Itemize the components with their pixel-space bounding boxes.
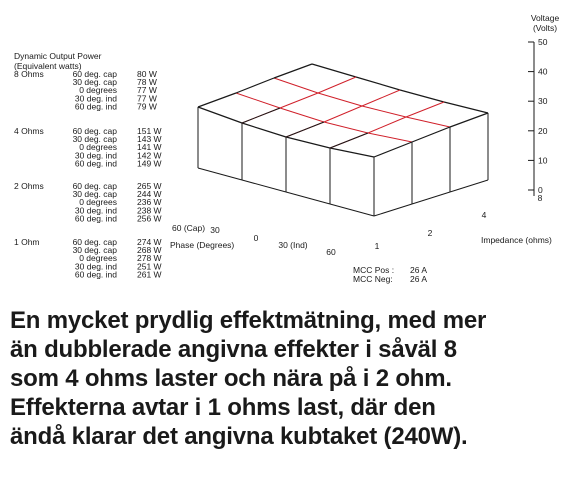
- caption-line-1: En mycket prydlig effektmätning, med mer: [10, 307, 487, 334]
- surface-line: [198, 107, 242, 123]
- surface-line: [236, 78, 274, 93]
- power-value: 238 W: [137, 205, 162, 216]
- surface-line: [324, 106, 362, 122]
- power-value: 77 W: [137, 85, 157, 96]
- surface-line: [318, 77, 356, 93]
- caption-line-4: Effekterna avtar i 1 ohms last, där den: [10, 394, 436, 421]
- phase-axis-label: Phase (Degrees): [170, 240, 235, 250]
- phase-tick-label: 60: [326, 247, 336, 257]
- surface-line: [274, 64, 312, 78]
- surface-line: [362, 106, 406, 117]
- mcc-label: MCC Pos :: [353, 265, 395, 275]
- power-value: 274 W: [137, 237, 162, 247]
- phase-label: 30 deg. cap: [72, 134, 117, 145]
- caption-text: [10, 306, 580, 451]
- table-subtitle: (Equivalent watts): [14, 61, 82, 71]
- surface-line: [400, 90, 444, 102]
- phase-tick-label: 0: [253, 233, 259, 243]
- power-value: 142 W: [137, 150, 162, 161]
- surface-line: [362, 90, 400, 106]
- power-value: 77 W: [137, 93, 157, 104]
- surface-line: [312, 64, 356, 77]
- surface-line: [356, 77, 400, 90]
- voltage-tick-label: 30: [538, 96, 548, 107]
- power-value: 143 W: [137, 134, 162, 145]
- front-base-line: [330, 204, 374, 216]
- impedance-tick-label: 2: [427, 228, 433, 238]
- caption-line-5: ändå klarar det angivna kubtaket (240W).: [10, 423, 468, 450]
- ridge-line: [242, 108, 280, 123]
- ridge-line: [330, 133, 368, 148]
- surface-line: [318, 93, 362, 106]
- phase-label: 60 deg. ind: [74, 101, 117, 112]
- surface-line: [274, 78, 318, 93]
- impedance-axis-label: Impedance (ohms): [481, 235, 552, 245]
- phase-tick-label: 60 (Cap): [172, 223, 206, 233]
- phase-label: 60 deg. cap: [72, 181, 117, 191]
- phase-tick-label: 30 (Ind): [278, 240, 308, 250]
- power-value: 80 W: [137, 69, 157, 79]
- voltage-tick-label: 50: [538, 37, 548, 47]
- phase-label: 30 deg. ind: [74, 205, 117, 216]
- voltage-tick-label: 40: [538, 66, 548, 77]
- power-value: 236 W: [137, 197, 162, 208]
- voltage-tick-label: 20: [538, 125, 548, 136]
- surface-line: [324, 122, 368, 133]
- phase-label: 0 degrees: [79, 253, 117, 264]
- mcc-value: 26 A: [410, 274, 428, 284]
- voltage-axis-label: (Volts): [532, 23, 558, 33]
- mcc-label: MCC Neg:: [353, 274, 393, 284]
- side-base-line: [374, 204, 412, 216]
- power-value: 256 W: [137, 213, 162, 224]
- voltage-tick-label: 0: [538, 185, 543, 195]
- phase-label: 0 degrees: [79, 197, 117, 208]
- surface-line: [242, 123, 286, 137]
- caption-line-3: som 4 ohms laster och nära på i 2 ohm.: [10, 365, 452, 392]
- phase-label: 60 deg. cap: [72, 69, 117, 79]
- phase-label: 60 deg. ind: [74, 269, 117, 280]
- phase-label: 0 degrees: [79, 85, 117, 96]
- phase-label: 0 degrees: [79, 142, 117, 153]
- voltage-axis-label: Voltage: [530, 13, 560, 23]
- surface-line: [280, 93, 318, 108]
- phase-label: 60 deg. ind: [74, 158, 117, 169]
- surface-line: [236, 93, 280, 108]
- power-value: 268 W: [137, 245, 162, 256]
- voltage-tick-label: 10: [538, 155, 548, 166]
- phase-label: 30 deg. cap: [72, 189, 117, 200]
- front-base-line: [286, 192, 330, 204]
- power-value: 244 W: [137, 189, 162, 200]
- phase-label: 60 deg. ind: [74, 213, 117, 224]
- power-value: 278 W: [137, 253, 162, 264]
- power-value: 261 W: [137, 269, 162, 280]
- power-value: 79 W: [137, 101, 157, 112]
- power-value: 151 W: [137, 126, 162, 136]
- surface-line: [374, 142, 412, 157]
- power-value: 78 W: [137, 77, 157, 88]
- impedance-tick-label: 1: [374, 241, 380, 251]
- power-value: 149 W: [137, 158, 162, 169]
- load-label: 1 Ohm: [14, 237, 40, 247]
- phase-label: 30 deg. cap: [72, 77, 117, 88]
- phase-label: 30 deg. ind: [74, 93, 117, 104]
- surface-line: [280, 108, 324, 122]
- power-value: 141 W: [137, 142, 162, 153]
- phase-tick-label: 30: [210, 225, 220, 235]
- front-base-line: [198, 168, 242, 180]
- phase-label: 30 deg. cap: [72, 245, 117, 256]
- side-base-line: [412, 192, 450, 204]
- surface-line: [330, 148, 374, 157]
- surface-line: [450, 113, 488, 127]
- surface-line: [368, 117, 406, 133]
- phase-label: 60 deg. cap: [72, 126, 117, 136]
- impedance-tick-label: 8: [537, 193, 543, 203]
- phase-label: 60 deg. cap: [72, 237, 117, 247]
- surface-line: [406, 102, 444, 117]
- load-label: 2 Ohms: [14, 181, 44, 191]
- phase-label: 30 deg. ind: [74, 150, 117, 161]
- load-label: 8 Ohms: [14, 69, 44, 79]
- surface-line: [286, 137, 330, 148]
- surface-line: [406, 117, 450, 127]
- surface-line: [198, 93, 236, 107]
- power-value: 251 W: [137, 261, 162, 272]
- mcc-value: 26 A: [410, 265, 428, 275]
- power-value: 265 W: [137, 181, 162, 191]
- side-base-line: [450, 180, 488, 192]
- front-base-line: [242, 180, 286, 192]
- surface-line: [412, 127, 450, 142]
- phase-label: 30 deg. ind: [74, 261, 117, 272]
- surface-line: [444, 102, 488, 113]
- ridge-line: [286, 122, 324, 137]
- surface-line: [368, 133, 412, 142]
- impedance-tick-label: 4: [481, 210, 487, 220]
- load-label: 4 Ohms: [14, 126, 44, 136]
- table-title: Dynamic Output Power: [14, 51, 102, 61]
- caption-line-2: än dubblerade angivna effekter i såväl 8: [10, 336, 457, 363]
